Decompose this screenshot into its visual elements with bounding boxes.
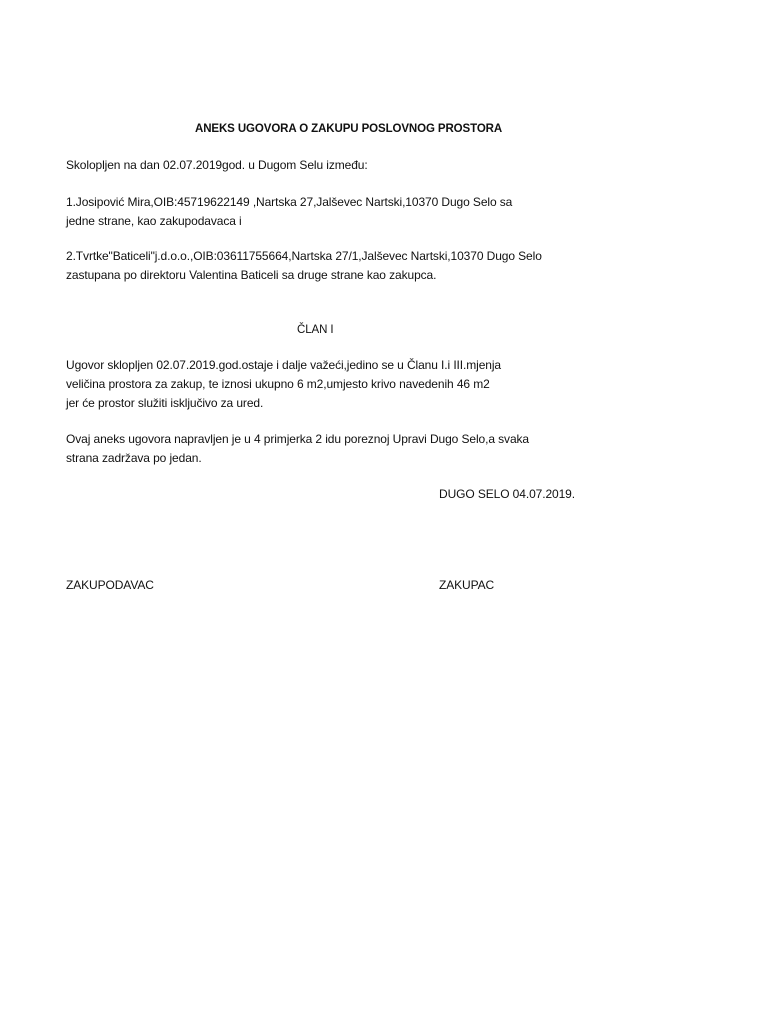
article-para2-line1: Ovaj aneks ugovora napravljen je u 4 primjerka 2 idu poreznoj Upravi Dugo Selo,a svaka: [66, 432, 529, 446]
article-para2-line2: strana zadržava po jedan.: [66, 451, 202, 465]
article-para1-line3: jer će prostor služiti isključivo za ured.: [66, 396, 264, 410]
article-para1-line2: veličina prostora za zakup, te iznosi ukupno 6 m2,umjesto krivo navedenih 46 m2: [66, 377, 490, 391]
signature-lessor-label: ZAKUPODAVAC: [66, 578, 154, 592]
party2-line2: zastupana po direktoru Valentina Baticeli sa druge strane kao zakupca.: [66, 268, 437, 282]
signature-lessee-label: ZAKUPAC: [439, 578, 495, 592]
party1-line1: 1.Josipović Mira,OIB:45719622149 ,Nartska 27,Jalševec Nartski,10370 Dugo Selo sa: [66, 195, 513, 209]
party2-line1: 2.Tvrtke"Baticeli"j.d.o.o.,OIB:03611755664,Nartska 27/1,Jalševec Nartski,10370 Dugo Selo: [66, 249, 542, 263]
article-heading: ČLAN I: [297, 324, 334, 336]
concluded-line: Skolopljen na dan 02.07.2019god. u Dugom Selu između:: [66, 158, 368, 172]
place-date: DUGO SELO 04.07.2019.: [439, 487, 575, 501]
article-para1-line1: Ugovor sklopljen 02.07.2019.god.ostaje i dalje važeći,jedino se u Članu I.i III.mjenja: [66, 358, 502, 372]
party1-line2: jedne strane, kao zakupodavaca i: [66, 214, 242, 228]
document-title: ANEKS UGOVORA O ZAKUPU POSLOVNOG PROSTORA: [195, 123, 503, 135]
